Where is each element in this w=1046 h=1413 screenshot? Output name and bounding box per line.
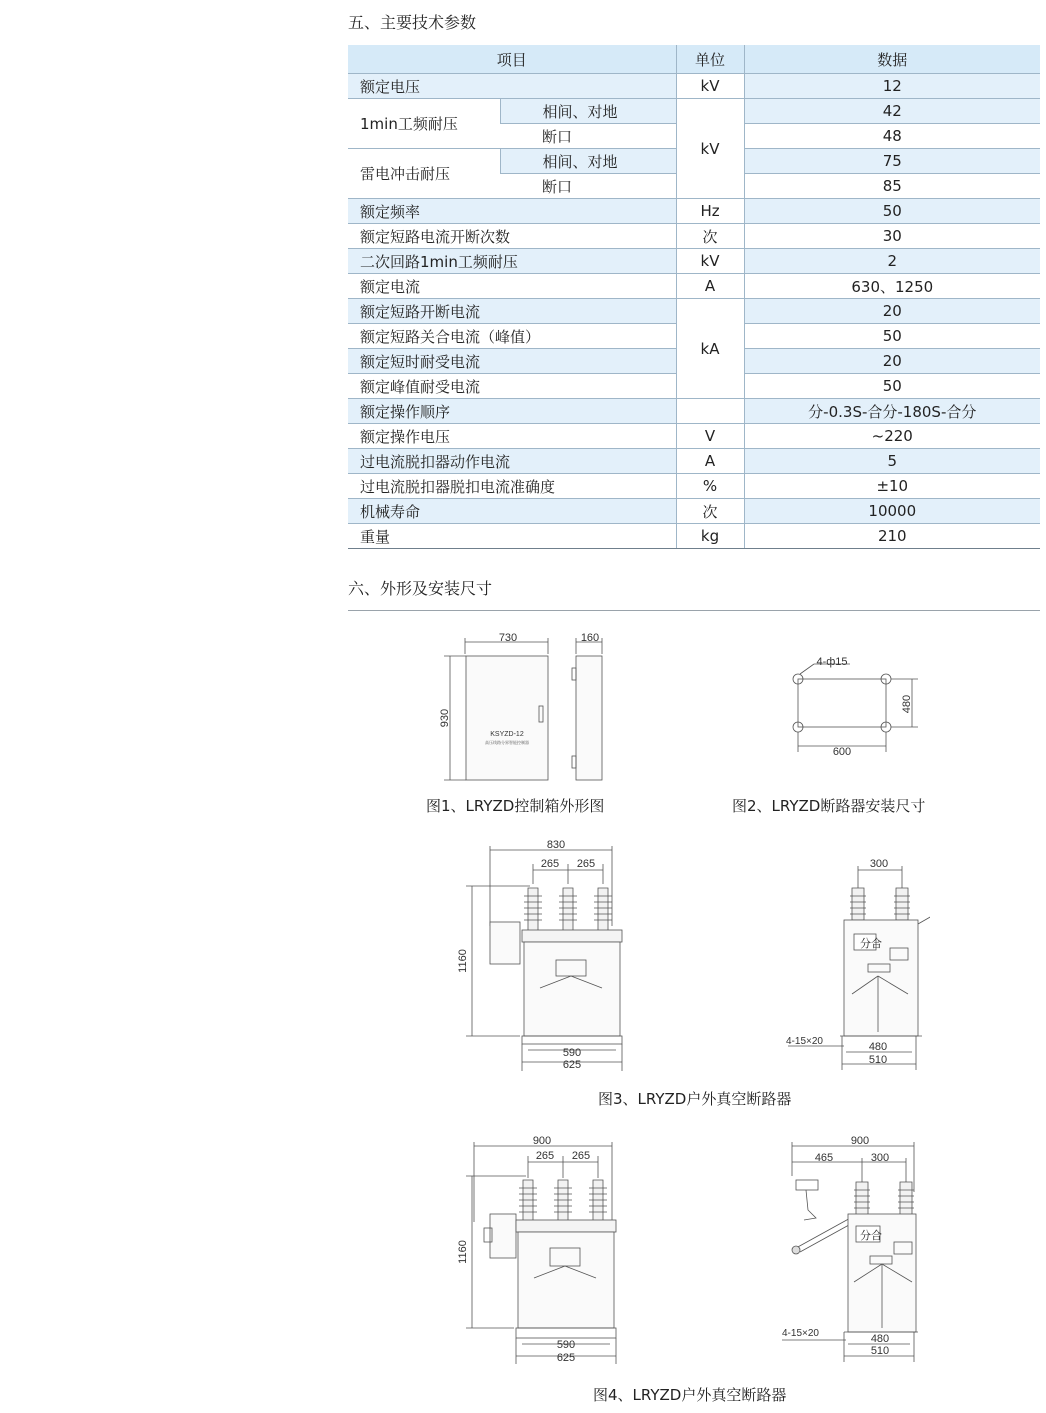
table-row: 额定电流 A 630、1250 bbox=[348, 274, 1040, 299]
header-unit: 单位 bbox=[676, 45, 744, 74]
fig1-control-box-drawing bbox=[430, 628, 630, 788]
table-row: 额定短路电流开断次数 次 30 bbox=[348, 224, 1040, 249]
fig3-side-top: 300 bbox=[869, 858, 889, 870]
fig3-side-base1: 480 bbox=[868, 1041, 888, 1053]
section-title-dims: 六、外形及安装尺寸 bbox=[348, 579, 493, 598]
fig2-holes-label: 4-ф15 bbox=[816, 656, 848, 668]
fig2-mounting-drawing bbox=[770, 650, 940, 765]
fig1-depth-dim: 160 bbox=[580, 632, 600, 644]
spec-table bbox=[348, 45, 1040, 549]
table-row: 额定短路开断电流 kA 20 bbox=[348, 299, 1040, 324]
table-row: 二次回路1min工频耐压 kV 2 bbox=[348, 249, 1040, 274]
fig4-side-left: 465 bbox=[814, 1152, 834, 1164]
table-row: 1min工频耐压 相间、对地 kV 42 bbox=[348, 99, 1040, 124]
fig3-pitch2: 265 bbox=[576, 858, 596, 870]
fig1-box-label: KSYZD-12 bbox=[490, 731, 524, 738]
table-row: 额定频率 Hz 50 bbox=[348, 199, 1040, 224]
fig3-base2: 625 bbox=[562, 1059, 582, 1071]
fig2-width-dim: 600 bbox=[832, 746, 852, 758]
table-row: 过电流脱扣器脱扣电流准确度 % ±10 bbox=[348, 474, 1040, 499]
table-row: 额定操作顺序 分-0.3S-合分-180S-合分 bbox=[348, 399, 1040, 424]
table-row: 额定短时耐受电流 20 bbox=[348, 349, 1040, 374]
table-row: 过电流脱扣器动作电流 A 5 bbox=[348, 449, 1040, 474]
fig3-close-label: 合 bbox=[871, 938, 882, 950]
fig4-base1: 590 bbox=[556, 1339, 576, 1351]
fig4-base2: 625 bbox=[556, 1352, 576, 1364]
header-item: 项目 bbox=[348, 45, 676, 74]
fig3-side-drawing bbox=[780, 852, 930, 1070]
table-row: 断口 48 bbox=[348, 124, 1040, 149]
fig1-caption: 图1、LRYZD控制箱外形图 bbox=[426, 797, 605, 815]
fig1-height-dim: 930 bbox=[439, 708, 451, 728]
fig3-side-base2: 510 bbox=[868, 1054, 888, 1066]
table-row: 额定短路关合电流（峰值） 50 bbox=[348, 324, 1040, 349]
fig4-side-total: 900 bbox=[850, 1135, 870, 1147]
fig4-pitch2: 265 bbox=[571, 1150, 591, 1162]
fig4-side-base1: 480 bbox=[870, 1333, 890, 1345]
fig3-height: 1160 bbox=[457, 949, 469, 973]
fig2-caption: 图2、LRYZD断路器安装尺寸 bbox=[732, 797, 926, 815]
fig3-side-holes: 4-15×20 bbox=[786, 1036, 823, 1047]
fig4-side-base2: 510 bbox=[870, 1345, 890, 1357]
table-row: 额定电压 kV 12 bbox=[348, 74, 1040, 99]
fig3-front-drawing bbox=[450, 836, 630, 1076]
fig3-base1: 590 bbox=[562, 1047, 582, 1059]
fig4-open-label: 分 bbox=[860, 1230, 871, 1242]
table-row: 重量 kg 210 bbox=[348, 524, 1040, 549]
fig4-close-label: 合 bbox=[871, 1230, 882, 1242]
section-divider bbox=[348, 610, 1040, 611]
fig4-side-drawing bbox=[776, 1132, 936, 1364]
fig1-box-sublabel: 高压线路分界智能控制器 bbox=[485, 740, 529, 745]
fig3-caption: 图3、LRYZD户外真空断路器 bbox=[598, 1090, 792, 1108]
table-row: 断口 85 bbox=[348, 174, 1040, 199]
fig4-side-top: 300 bbox=[870, 1152, 890, 1164]
fig4-side-holes: 4-15×20 bbox=[782, 1328, 819, 1339]
fig4-caption: 图4、LRYZD户外真空断路器 bbox=[593, 1386, 787, 1404]
header-data: 数据 bbox=[744, 45, 1040, 74]
table-row: 机械寿命 次 10000 bbox=[348, 499, 1040, 524]
fig3-open-label: 分 bbox=[860, 938, 871, 950]
fig4-front-drawing bbox=[450, 1132, 630, 1372]
fig1-width-dim: 730 bbox=[498, 632, 518, 644]
fig3-total-width: 830 bbox=[546, 839, 566, 851]
fig2-height-dim: 480 bbox=[901, 694, 913, 714]
fig3-pitch1: 265 bbox=[540, 858, 560, 870]
table-row: 额定峰值耐受电流 50 bbox=[348, 374, 1040, 399]
section-title-params: 五、主要技术参数 bbox=[348, 13, 477, 32]
table-header-row bbox=[348, 45, 1040, 74]
fig4-total-width: 900 bbox=[532, 1135, 552, 1147]
table-row: 雷电冲击耐压 相间、对地 75 bbox=[348, 149, 1040, 174]
fig4-pitch1: 265 bbox=[535, 1150, 555, 1162]
table-row: 额定操作电压 V ~220 bbox=[348, 424, 1040, 449]
fig4-height: 1160 bbox=[457, 1240, 469, 1264]
